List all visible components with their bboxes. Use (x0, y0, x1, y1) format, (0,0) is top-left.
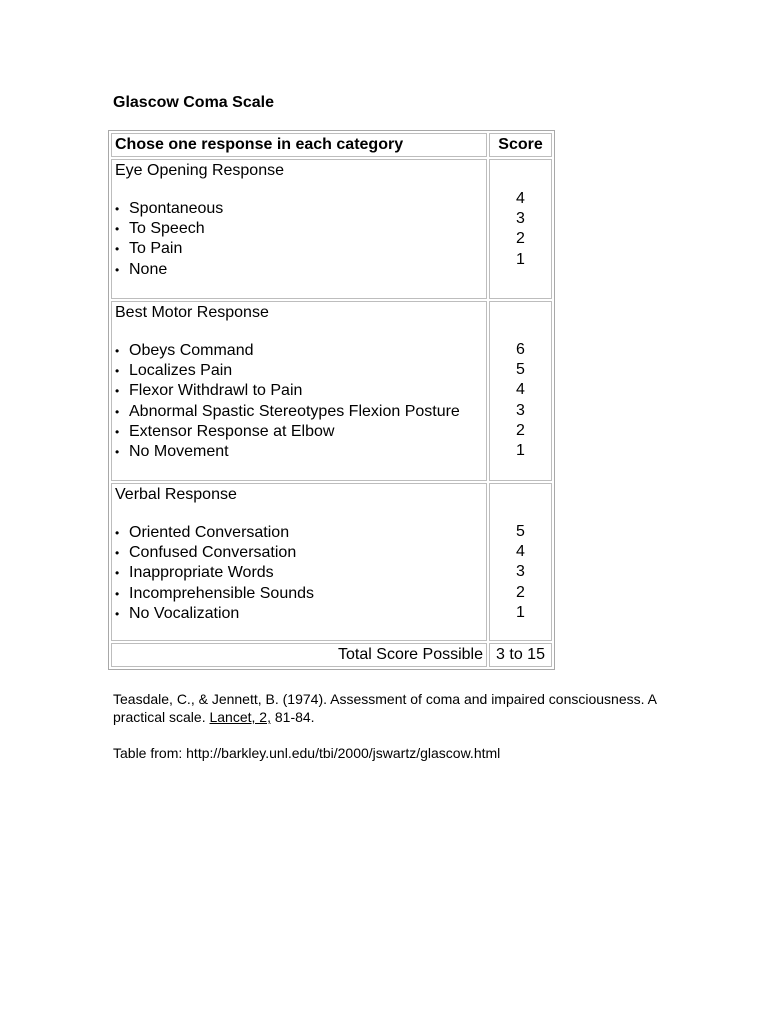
category-name: Verbal Response (115, 486, 237, 503)
category-response-cell (111, 159, 487, 299)
option-item: • No Movement (115, 442, 483, 462)
category-score-cell (489, 483, 552, 641)
score-item: 1 (516, 250, 525, 268)
option-item: • Extensor Response at Elbow (115, 422, 483, 442)
option-item: • Spontaneous (115, 199, 483, 219)
option-item: • None (115, 260, 483, 280)
option-list (115, 523, 483, 624)
category-score-cell (489, 159, 552, 299)
glasgow-coma-scale-table (108, 130, 555, 670)
option-list (115, 341, 483, 462)
score-item: 6 (516, 341, 525, 358)
reference-text-before: Teasdale, C., & Jennett, B. (1974). Assessment of coma and impaired consciousness. A practical scale. (113, 691, 657, 725)
category-response-cell (111, 301, 487, 481)
score-item: 5 (516, 523, 525, 540)
option-item: • Incomprehensible Sounds (115, 584, 483, 604)
header-score-cell: Score (489, 133, 552, 157)
total-label: Total Score Possible (111, 643, 487, 667)
total-row (111, 643, 552, 667)
score-item: 4 (516, 381, 525, 399)
option-item: • Abnormal Spastic Stereotypes Flexion Posture (115, 402, 483, 422)
table-source: Table from: http://barkley.unl.edu/tbi/2000/jswartz/glascow.html (113, 745, 501, 761)
option-item: • Flexor Withdrawl to Pain (115, 381, 483, 401)
score-item: 1 (516, 442, 525, 460)
score-item: 4 (516, 190, 525, 207)
score-item: 2 (516, 230, 525, 248)
category-row-verbal (111, 483, 552, 641)
reference-journal: Lancet, 2, (209, 709, 271, 725)
option-item: • No Vocalization (115, 604, 483, 624)
category-row-eye-opening (111, 159, 552, 299)
option-item: • Obeys Command (115, 341, 483, 361)
category-score-cell (489, 301, 552, 481)
option-item: • Confused Conversation (115, 543, 483, 563)
score-item: 3 (516, 210, 525, 228)
total-value: 3 to 15 (489, 643, 552, 667)
category-name: Best Motor Response (115, 304, 269, 321)
category-row-best-motor (111, 301, 552, 481)
option-item: • Inappropriate Words (115, 563, 483, 583)
score-item: 3 (516, 563, 525, 581)
score-item: 2 (516, 421, 525, 439)
score-list (493, 189, 548, 270)
header-response-cell: Chose one response in each category (111, 133, 487, 157)
option-item: • Oriented Conversation (115, 523, 483, 543)
reference-citation (113, 690, 673, 726)
document-title: Glascow Coma Scale (113, 94, 274, 111)
option-item: • To Speech (115, 219, 483, 239)
score-item: 3 (516, 401, 525, 419)
score-item: 1 (516, 603, 525, 621)
table-header-row (111, 133, 552, 157)
score-item: 5 (516, 361, 525, 379)
score-item: 2 (516, 583, 525, 601)
category-response-cell (111, 483, 487, 641)
reference-text-after: 81-84. (270, 709, 315, 725)
score-list (493, 522, 548, 623)
option-list (115, 199, 483, 280)
category-name: Eye Opening Response (115, 162, 284, 179)
score-list (493, 340, 548, 461)
option-item: • To Pain (115, 239, 483, 259)
score-item: 4 (516, 543, 525, 561)
option-item: • Localizes Pain (115, 361, 483, 381)
